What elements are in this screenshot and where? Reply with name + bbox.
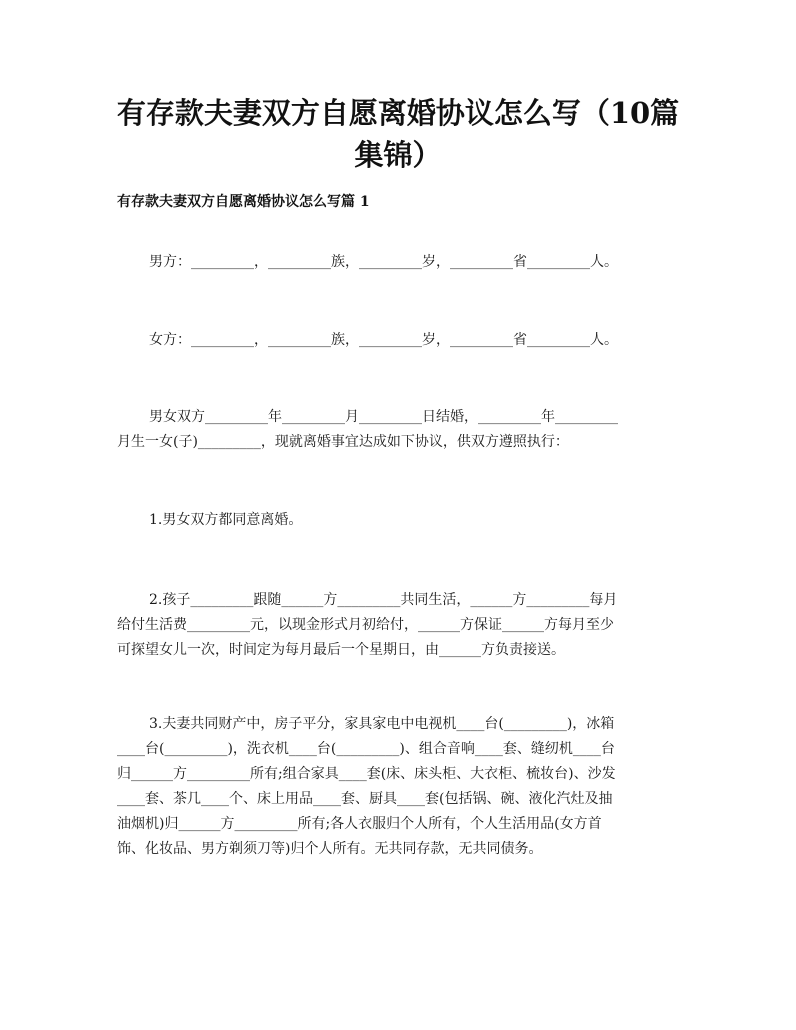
- paragraph-line: 给付生活费_________元，以现金形式月初给付，______方保证______方每月至少: [117, 617, 614, 633]
- paragraph-line: 可探望女儿一次，时间定为每月最后一个星期日，由______方负责接送。: [117, 642, 565, 658]
- paragraph-line: 归______方_________所有;组合家具____套(床、床头柜、大衣柜、梳妆台)、沙发: [117, 766, 616, 782]
- paragraph-line: ____台(_________)，洗衣机____台(_________)、组合音响____套、缝纫机____台: [117, 741, 615, 757]
- paragraph-line: 男方：_________，_________族，_________岁，_________省_________人。: [149, 254, 618, 270]
- section-title: 有存款夫妻双方自愿离婚协议怎么写篇 1: [117, 194, 370, 210]
- paragraph-clause-1: [117, 508, 677, 533]
- paragraph-line: 3.夫妻共同财产中，房子平分，家具家电中电视机____台(_________)，冰箱: [149, 716, 615, 732]
- paragraph-line: 2.孩子_________跟随______方_________共同生活，______方_________每月: [149, 592, 618, 608]
- paragraph-line: ____套、茶几____个、床上用品____套、厨具____套(包括锅、碗、液化汽灶及抽: [117, 791, 613, 807]
- paragraph-line: 女方：_________，_________族，_________岁，_________省_________人。: [149, 332, 618, 348]
- paragraph-marriage-info: [117, 405, 677, 455]
- paragraph-line: 月生一女(子)_________，现就离婚事宜达成如下协议，供双方遵照执行：: [117, 434, 569, 450]
- paragraph-wife-info: [117, 328, 677, 353]
- paragraph-line: 1.男女双方都同意离婚。: [149, 512, 303, 528]
- document-title-line-1: 有存款夫妻双方自愿离婚协议怎么写（10篇: [116, 96, 680, 130]
- document-title-line-2: 集锦）: [354, 138, 442, 172]
- paragraph-clause-3: [117, 712, 677, 862]
- paragraph-line: 油烟机)归______方_________所有;各人衣服归个人所有，个人生活用品(女方首: [117, 816, 602, 832]
- paragraph-clause-2: [117, 588, 677, 663]
- paragraph-line: 饰、化妆品、男方剃须刀等)归个人所有。无共同存款，无共同债务。: [117, 841, 543, 857]
- paragraph-line: 男女双方_________年_________月_________日结婚，_________年_________: [149, 409, 618, 425]
- paragraph-husband-info: [117, 250, 677, 275]
- document-title: [100, 92, 696, 176]
